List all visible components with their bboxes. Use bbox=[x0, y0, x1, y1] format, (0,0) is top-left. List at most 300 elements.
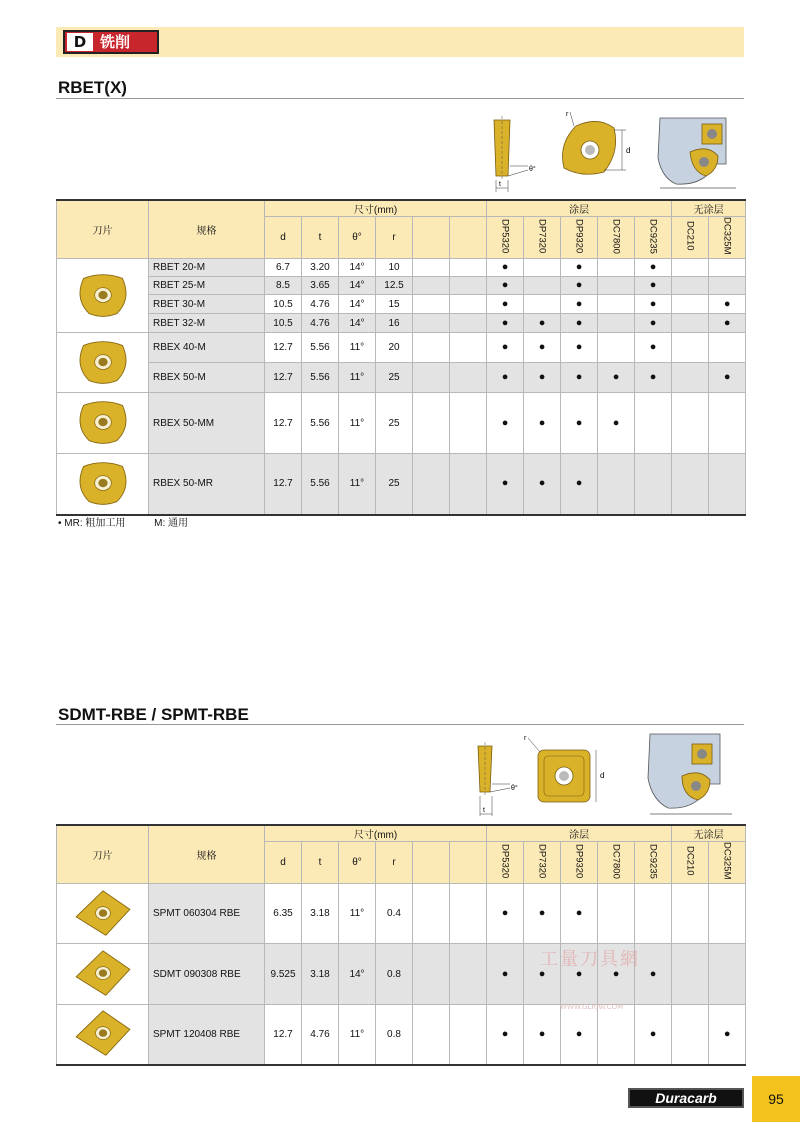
insert-image-cell bbox=[57, 1005, 149, 1065]
empty-cell bbox=[413, 314, 450, 333]
section1-title: RBET(X) bbox=[58, 78, 127, 97]
empty-cell bbox=[413, 277, 450, 295]
dim-angle: 14° bbox=[339, 277, 376, 295]
grade-label: DP7320 bbox=[536, 843, 548, 879]
availability-dot: ● bbox=[575, 341, 583, 353]
dim-t: 3.18 bbox=[302, 944, 339, 1005]
availability-dot: ● bbox=[501, 416, 509, 429]
dim-r: 25 bbox=[376, 363, 413, 393]
availability-dot: ● bbox=[501, 316, 509, 329]
insert-image-cell bbox=[57, 454, 149, 515]
availability-dot: ● bbox=[575, 477, 583, 490]
availability-dot: ● bbox=[501, 1027, 509, 1040]
dim-d: 10.5 bbox=[265, 295, 302, 314]
dim-header: d bbox=[265, 217, 302, 259]
availability-dot: ● bbox=[501, 297, 509, 310]
grade-label: DP9320 bbox=[573, 843, 585, 879]
grade-mark bbox=[487, 1005, 524, 1065]
grade-mark bbox=[672, 259, 709, 277]
insert-image-cell bbox=[57, 884, 149, 944]
grade-mark bbox=[487, 454, 524, 515]
grade-mark bbox=[561, 884, 598, 944]
dim-angle: 11° bbox=[339, 393, 376, 454]
insert-image-cell bbox=[57, 393, 149, 454]
grade-header bbox=[524, 842, 561, 884]
spec-model: SPMT 060304 RBE bbox=[149, 884, 265, 944]
availability-dot: ● bbox=[501, 477, 509, 490]
grade-label: DP9320 bbox=[573, 218, 585, 254]
dim-r: 12.5 bbox=[376, 277, 413, 295]
section1-insert-diagrams bbox=[486, 108, 744, 196]
empty-header bbox=[450, 217, 487, 259]
availability-dot: ● bbox=[612, 371, 620, 383]
dim-t: 5.56 bbox=[302, 454, 339, 515]
diagram-label-r: r bbox=[524, 735, 527, 742]
availability-dot: ● bbox=[538, 371, 546, 383]
dim-t: 5.56 bbox=[302, 363, 339, 393]
grade-mark bbox=[709, 277, 746, 295]
grade-mark bbox=[524, 1005, 561, 1065]
table-row bbox=[57, 295, 746, 314]
grade-mark bbox=[487, 333, 524, 363]
grade-mark bbox=[709, 363, 746, 393]
grade-mark bbox=[487, 277, 524, 295]
dim-r: 25 bbox=[376, 393, 413, 454]
availability-dot: ● bbox=[575, 316, 583, 329]
dim-angle: 14° bbox=[339, 944, 376, 1005]
grade-label: DC9235 bbox=[647, 843, 659, 879]
section2-spec-table bbox=[56, 824, 746, 1066]
empty-header bbox=[413, 842, 450, 884]
empty-cell bbox=[413, 884, 450, 944]
dim-d: 12.7 bbox=[265, 454, 302, 515]
availability-dot: ● bbox=[649, 279, 657, 291]
grade-mark bbox=[524, 277, 561, 295]
dim-angle: 11° bbox=[339, 454, 376, 515]
availability-dot: ● bbox=[612, 416, 620, 429]
grade-mark bbox=[561, 393, 598, 454]
dim-r: 0.8 bbox=[376, 1005, 413, 1065]
grade-mark bbox=[709, 944, 746, 1005]
dim-header: r bbox=[376, 842, 413, 884]
availability-dot: ● bbox=[649, 261, 657, 273]
grade-mark bbox=[709, 884, 746, 944]
availability-dot: ● bbox=[538, 1027, 546, 1040]
availability-dot: ● bbox=[538, 967, 546, 980]
dim-header: r bbox=[376, 217, 413, 259]
spec-model: SPMT 120408 RBE bbox=[149, 1005, 265, 1065]
insert-photo bbox=[68, 949, 138, 999]
section2-insert-diagrams bbox=[470, 730, 744, 820]
table-row bbox=[57, 393, 746, 454]
grade-mark bbox=[709, 259, 746, 277]
insert-photo bbox=[68, 459, 138, 509]
grade-header bbox=[598, 842, 635, 884]
dim-angle: 11° bbox=[339, 1005, 376, 1065]
grade-mark bbox=[635, 454, 672, 515]
availability-dot: ● bbox=[723, 371, 731, 383]
dim-t: 5.56 bbox=[302, 333, 339, 363]
grade-header bbox=[672, 217, 709, 259]
availability-dot: ● bbox=[575, 279, 583, 291]
grade-header bbox=[672, 842, 709, 884]
grade-header bbox=[487, 217, 524, 259]
grade-mark bbox=[598, 454, 635, 515]
grade-mark bbox=[635, 363, 672, 393]
empty-cell bbox=[450, 259, 487, 277]
grade-mark bbox=[487, 363, 524, 393]
diagram-label-t: t bbox=[483, 807, 485, 814]
group-dims-header: 尺寸(mm) bbox=[265, 825, 487, 842]
availability-dot: ● bbox=[501, 967, 509, 980]
dim-t: 4.76 bbox=[302, 1005, 339, 1065]
grade-header bbox=[598, 217, 635, 259]
grade-mark bbox=[709, 333, 746, 363]
grade-mark bbox=[635, 259, 672, 277]
group-uncoated-header: 无涂层 bbox=[672, 825, 746, 842]
grade-mark bbox=[672, 884, 709, 944]
availability-dot: ● bbox=[538, 416, 546, 429]
availability-dot: ● bbox=[649, 341, 657, 353]
grade-mark bbox=[524, 454, 561, 515]
grade-mark bbox=[709, 1005, 746, 1065]
availability-dot: ● bbox=[575, 297, 583, 310]
dim-d: 12.7 bbox=[265, 393, 302, 454]
dim-t: 3.20 bbox=[302, 259, 339, 277]
availability-dot: ● bbox=[501, 279, 509, 291]
grade-mark bbox=[672, 277, 709, 295]
grade-mark bbox=[635, 314, 672, 333]
header-band bbox=[56, 27, 744, 57]
grade-mark bbox=[672, 454, 709, 515]
grade-mark bbox=[487, 259, 524, 277]
grade-mark bbox=[635, 884, 672, 944]
availability-dot: ● bbox=[575, 1027, 583, 1040]
empty-cell bbox=[413, 259, 450, 277]
col-insert-header: 刀片 bbox=[57, 200, 149, 259]
section-label: 铣削 bbox=[100, 33, 131, 51]
table-row bbox=[57, 333, 746, 363]
dim-t: 3.65 bbox=[302, 277, 339, 295]
grade-label: DP5320 bbox=[499, 843, 511, 879]
grade-mark bbox=[487, 295, 524, 314]
empty-cell bbox=[413, 333, 450, 363]
grade-mark bbox=[598, 259, 635, 277]
top-view-diagram bbox=[528, 738, 596, 802]
availability-dot: ● bbox=[538, 341, 546, 353]
grade-mark bbox=[672, 314, 709, 333]
dim-header: t bbox=[302, 217, 339, 259]
grade-mark bbox=[561, 277, 598, 295]
grade-mark bbox=[709, 314, 746, 333]
dim-angle: 11° bbox=[339, 363, 376, 393]
availability-dot: ● bbox=[538, 316, 546, 329]
group-coated-header: 涂层 bbox=[487, 200, 672, 217]
dim-t: 4.76 bbox=[302, 295, 339, 314]
cutter-view-diagram bbox=[658, 118, 736, 188]
grade-mark bbox=[635, 333, 672, 363]
spec-model: RBET 32-M bbox=[149, 314, 265, 333]
dim-d: 6.7 bbox=[265, 259, 302, 277]
insert-photo bbox=[68, 1009, 138, 1059]
dim-d: 8.5 bbox=[265, 277, 302, 295]
empty-cell bbox=[450, 314, 487, 333]
grade-mark bbox=[561, 363, 598, 393]
watermark-url: WWW.GLRJW.COM bbox=[560, 1003, 624, 1011]
availability-dot: ● bbox=[649, 1027, 657, 1040]
grade-mark bbox=[487, 393, 524, 454]
grade-mark bbox=[635, 393, 672, 454]
grade-mark bbox=[635, 295, 672, 314]
grade-label: DC7800 bbox=[610, 218, 622, 254]
availability-dot: ● bbox=[649, 316, 657, 329]
insert-photo bbox=[68, 338, 138, 388]
empty-header bbox=[413, 217, 450, 259]
grade-mark bbox=[487, 314, 524, 333]
grade-mark bbox=[598, 295, 635, 314]
col-insert-header: 刀片 bbox=[57, 825, 149, 884]
grade-mark bbox=[524, 393, 561, 454]
grade-mark bbox=[561, 314, 598, 333]
dim-angle: 11° bbox=[339, 333, 376, 363]
grade-mark bbox=[524, 333, 561, 363]
dim-angle: 14° bbox=[339, 259, 376, 277]
grade-mark bbox=[672, 295, 709, 314]
availability-dot: ● bbox=[501, 907, 509, 919]
grade-mark bbox=[524, 295, 561, 314]
spec-model: RBET 30-M bbox=[149, 295, 265, 314]
grade-header bbox=[487, 842, 524, 884]
grade-label: DP7320 bbox=[536, 218, 548, 254]
dim-angle: 14° bbox=[339, 314, 376, 333]
empty-cell bbox=[413, 393, 450, 454]
dim-t: 3.18 bbox=[302, 884, 339, 944]
insert-image-cell bbox=[57, 333, 149, 393]
empty-cell bbox=[450, 1005, 487, 1065]
empty-header bbox=[450, 842, 487, 884]
section1-spec-table bbox=[56, 199, 746, 516]
insert-image-cell bbox=[57, 259, 149, 333]
cutter-view-diagram bbox=[648, 734, 732, 814]
grade-label: DC210 bbox=[684, 221, 696, 251]
grade-label: DC9235 bbox=[647, 218, 659, 254]
empty-cell bbox=[413, 944, 450, 1005]
spec-model: RBEX 50-MR bbox=[149, 454, 265, 515]
empty-cell bbox=[450, 295, 487, 314]
dim-t: 5.56 bbox=[302, 393, 339, 454]
dim-d: 6.35 bbox=[265, 884, 302, 944]
grade-mark bbox=[635, 277, 672, 295]
insert-photo bbox=[68, 889, 138, 939]
availability-dot: ● bbox=[538, 907, 546, 919]
availability-dot: ● bbox=[723, 1027, 731, 1040]
dim-d: 9.525 bbox=[265, 944, 302, 1005]
grade-mark bbox=[635, 1005, 672, 1065]
dim-r: 10 bbox=[376, 259, 413, 277]
grade-mark bbox=[672, 393, 709, 454]
dim-header: θ° bbox=[339, 842, 376, 884]
availability-dot: ● bbox=[575, 416, 583, 429]
group-dims-header: 尺寸(mm) bbox=[265, 200, 487, 217]
empty-cell bbox=[450, 277, 487, 295]
table-row bbox=[57, 363, 746, 393]
dim-r: 0.8 bbox=[376, 944, 413, 1005]
grade-mark bbox=[598, 884, 635, 944]
grade-mark bbox=[672, 1005, 709, 1065]
grade-mark bbox=[524, 884, 561, 944]
diagram-label-theta: θ° bbox=[511, 785, 518, 792]
diagram-label-r: r bbox=[566, 111, 569, 118]
top-view-diagram bbox=[563, 112, 627, 174]
col-spec-header: 规格 bbox=[149, 825, 265, 884]
grade-label: DC325M bbox=[721, 217, 733, 255]
availability-dot: ● bbox=[612, 967, 620, 980]
spec-model: RBET 25-M bbox=[149, 277, 265, 295]
availability-dot: ● bbox=[575, 371, 583, 383]
grade-mark bbox=[598, 363, 635, 393]
availability-dot: ● bbox=[649, 371, 657, 383]
spec-model: RBET 20-M bbox=[149, 259, 265, 277]
grade-mark bbox=[561, 333, 598, 363]
availability-dot: ● bbox=[575, 967, 583, 980]
grade-mark bbox=[709, 295, 746, 314]
grade-mark bbox=[598, 314, 635, 333]
dim-angle: 11° bbox=[339, 884, 376, 944]
grade-header bbox=[561, 842, 598, 884]
grade-mark bbox=[672, 944, 709, 1005]
footnote-m: M: 通用 bbox=[154, 518, 189, 529]
insert-photo bbox=[68, 398, 138, 448]
col-spec-header: 规格 bbox=[149, 200, 265, 259]
grade-label: DC325M bbox=[721, 842, 733, 880]
empty-cell bbox=[413, 454, 450, 515]
spec-model: SDMT 090308 RBE bbox=[149, 944, 265, 1005]
grade-mark bbox=[598, 333, 635, 363]
group-coated-header: 涂层 bbox=[487, 825, 672, 842]
dim-d: 12.7 bbox=[265, 363, 302, 393]
grade-mark bbox=[524, 363, 561, 393]
diagram-label-theta: θ° bbox=[529, 166, 536, 173]
grade-label: DP5320 bbox=[499, 218, 511, 254]
grade-mark bbox=[635, 944, 672, 1005]
spec-model: RBEX 50-MM bbox=[149, 393, 265, 454]
table-row bbox=[57, 454, 746, 515]
availability-dot: ● bbox=[538, 477, 546, 490]
grade-mark bbox=[709, 393, 746, 454]
grade-header bbox=[561, 217, 598, 259]
grade-mark bbox=[598, 1005, 635, 1065]
availability-dot: ● bbox=[501, 341, 509, 353]
dim-r: 20 bbox=[376, 333, 413, 363]
grade-mark bbox=[561, 259, 598, 277]
grade-mark bbox=[487, 944, 524, 1005]
empty-cell bbox=[413, 1005, 450, 1065]
table-row bbox=[57, 314, 746, 333]
grade-mark bbox=[561, 295, 598, 314]
dim-d: 12.7 bbox=[265, 1005, 302, 1065]
empty-cell bbox=[413, 295, 450, 314]
dim-header: d bbox=[265, 842, 302, 884]
empty-cell bbox=[450, 944, 487, 1005]
availability-dot: ● bbox=[649, 967, 657, 980]
table-row bbox=[57, 1005, 746, 1065]
dim-header: θ° bbox=[339, 217, 376, 259]
grade-mark bbox=[598, 393, 635, 454]
section1-rule bbox=[56, 98, 744, 99]
dim-header: t bbox=[302, 842, 339, 884]
empty-cell bbox=[413, 363, 450, 393]
empty-cell bbox=[450, 393, 487, 454]
group-uncoated-header: 无涂层 bbox=[672, 200, 746, 217]
diagram-label-d: d bbox=[626, 146, 631, 155]
grade-header bbox=[709, 842, 746, 884]
empty-cell bbox=[450, 363, 487, 393]
footnote bbox=[58, 514, 214, 529]
duracarb-logo: Duracarb bbox=[628, 1088, 744, 1108]
grade-header bbox=[709, 217, 746, 259]
diagram-label-t: t bbox=[499, 181, 501, 188]
dim-angle: 14° bbox=[339, 295, 376, 314]
brand-d-logo: D bbox=[67, 33, 93, 51]
spec-model: RBEX 50-M bbox=[149, 363, 265, 393]
section2-rule bbox=[56, 724, 744, 725]
table-row bbox=[57, 277, 746, 295]
dim-r: 0.4 bbox=[376, 884, 413, 944]
insert-image-cell bbox=[57, 944, 149, 1005]
availability-dot: ● bbox=[723, 316, 731, 329]
grade-mark bbox=[598, 277, 635, 295]
grade-mark bbox=[524, 259, 561, 277]
grade-mark bbox=[524, 314, 561, 333]
grade-mark bbox=[561, 454, 598, 515]
empty-cell bbox=[450, 454, 487, 515]
grade-header bbox=[635, 217, 672, 259]
grade-mark bbox=[672, 363, 709, 393]
empty-cell bbox=[450, 884, 487, 944]
table-row bbox=[57, 259, 746, 277]
grade-label: DC210 bbox=[684, 846, 696, 876]
availability-dot: ● bbox=[723, 297, 731, 310]
availability-dot: ● bbox=[501, 371, 509, 383]
grade-label: DC7800 bbox=[610, 843, 622, 879]
watermark-text: 工量刀具網 bbox=[540, 949, 640, 970]
grade-header bbox=[524, 217, 561, 259]
section2-title: SDMT-RBE / SPMT-RBE bbox=[58, 705, 249, 724]
grade-mark bbox=[709, 454, 746, 515]
spec-model: RBEX 40-M bbox=[149, 333, 265, 363]
dim-r: 15 bbox=[376, 295, 413, 314]
dim-d: 12.7 bbox=[265, 333, 302, 363]
dim-t: 4.76 bbox=[302, 314, 339, 333]
empty-cell bbox=[450, 333, 487, 363]
availability-dot: ● bbox=[501, 261, 509, 273]
grade-mark bbox=[561, 1005, 598, 1065]
page-number: 95 bbox=[752, 1076, 800, 1122]
table-row bbox=[57, 944, 746, 1005]
availability-dot: ● bbox=[575, 261, 583, 273]
availability-dot: ● bbox=[575, 907, 583, 919]
dim-r: 16 bbox=[376, 314, 413, 333]
dim-d: 10.5 bbox=[265, 314, 302, 333]
table-row bbox=[57, 884, 746, 944]
insert-photo bbox=[68, 271, 138, 321]
availability-dot: ● bbox=[649, 297, 657, 310]
side-view-diagram bbox=[478, 742, 510, 816]
footnote-mr: • MR: 粗加工用 bbox=[58, 518, 126, 529]
grade-mark bbox=[672, 333, 709, 363]
dim-r: 25 bbox=[376, 454, 413, 515]
grade-header bbox=[635, 842, 672, 884]
